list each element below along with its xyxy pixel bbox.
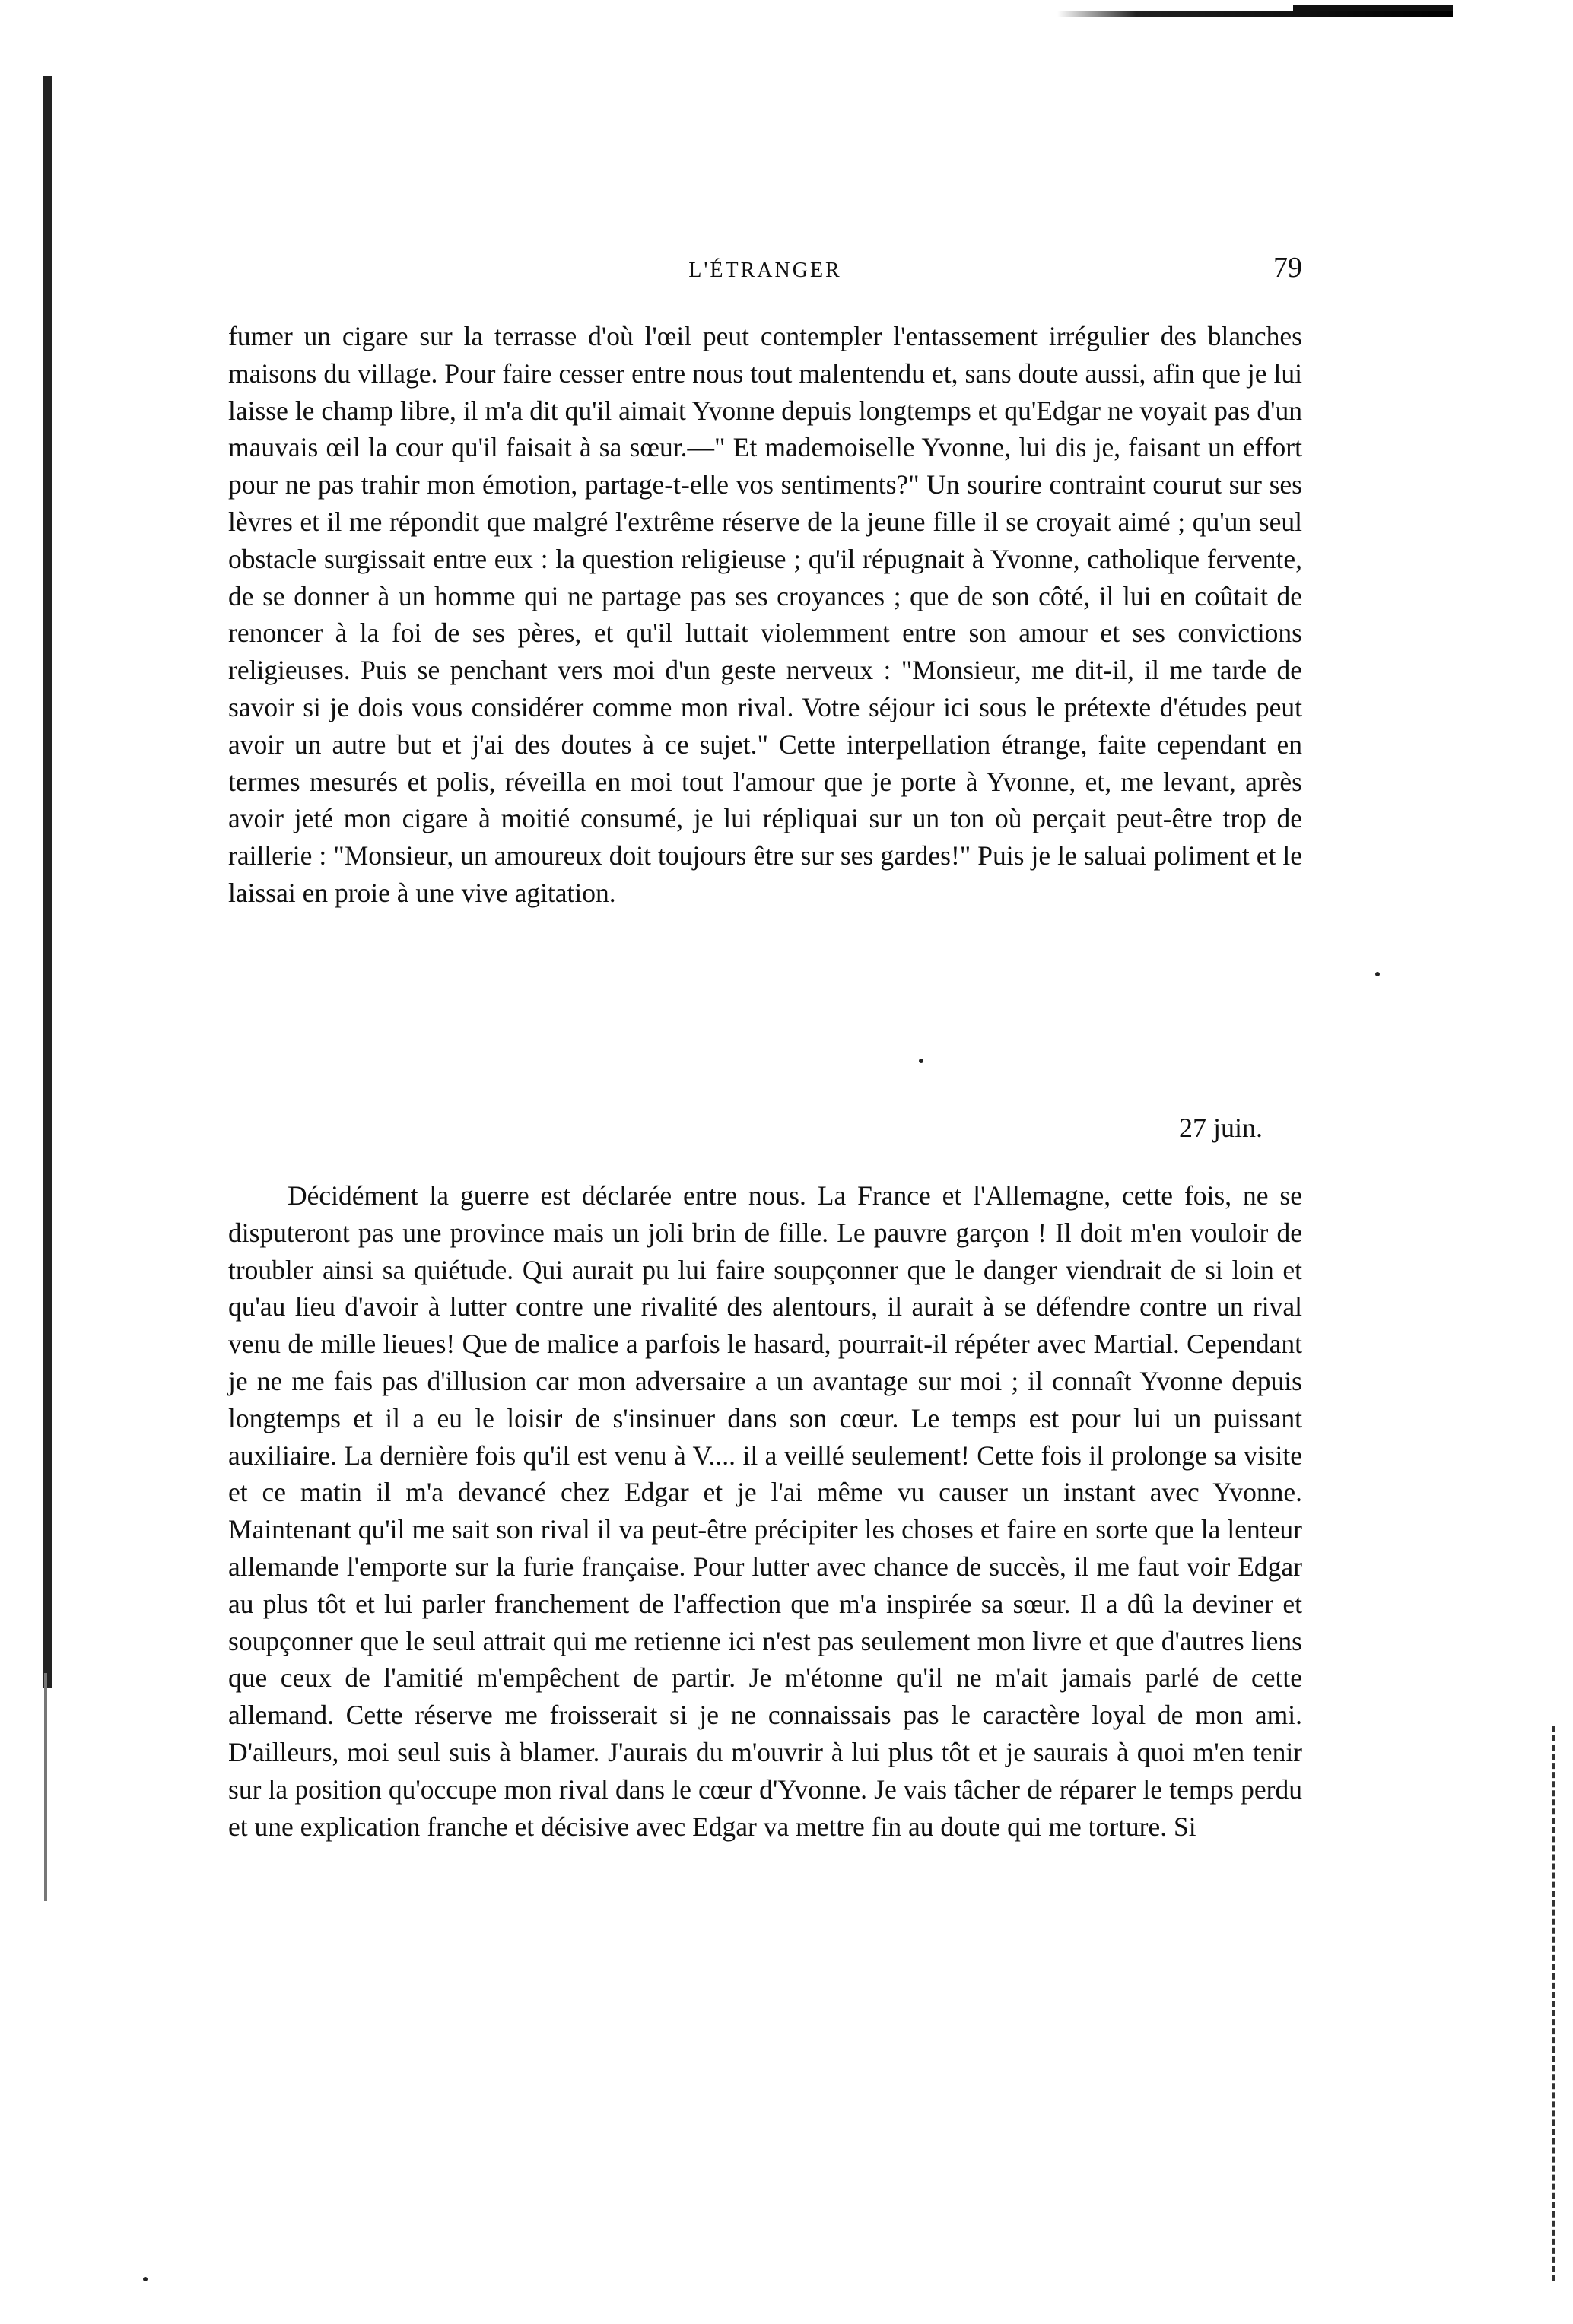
scan-edge-mark [1293, 5, 1453, 11]
scan-binding-shadow [43, 76, 52, 1688]
scan-edge-mark [1552, 1726, 1558, 2281]
entry-date: 27 juin. [1178, 1113, 1263, 1143]
scan-edge-mark [1057, 11, 1453, 17]
scan-speck [143, 2277, 148, 2281]
scan-binding-shadow [44, 1673, 47, 1901]
page-number: 79 [1273, 252, 1302, 284]
scan-speck [1375, 972, 1380, 976]
page-header [228, 251, 1302, 297]
entry-june-27 [228, 1177, 1302, 1845]
running-title: L'ÉTRANGER [688, 259, 842, 282]
paragraph: Décidément la guerre est déclarée entre nous. La France et l'Allemagne, cette fois, ne se disputeront pas une province mais un joli brin de fille. Le pauvre garçon ! Il doit m'en vouloir de troubler ainsi sa quiétude. Qui aurait pu lui faire soupçonner que le danger viendrait de si loin et qu'au lieu d'avoir à lutter contre une rivalité des alentours, il aurait à se défendre contre un rival venu de mille lieues! Que de malice a parfois le hasard, pourrait-il répéter avec Martial. Cependant je ne me fais pas d'illusion car mon adversaire a un avantage sur moi ; il connaît Yvonne depuis longtemps et il a eu le loisir de s'insinuer dans son cœur. Le temps est pour lui un puissant auxiliaire. La dernière fois qu'il est venu à V.... il a veillé seulement! Cette fois il prolonge sa visite et ce matin il m'a devancé chez Edgar et je l'ai même vu causer un instant avec Yvonne. Maintenant qu'il me sait son rival il va peut-être précipiter les choses et faire en sorte que la lenteur allemande l'emporte sur la furie française. Pour lutter avec chance de succès, il me faut voir Edgar au plus tôt et lui parler franchement de l'affection que m'a inspirée sa sœur. Il a dû la deviner et soupçonner que le seul attrait qui me retienne ici n'est pas seulement mon livre et que d'autres liens que ceux de l'amitié m'empêchent de partir. Je m'étonne qu'il ne m'ait jamais parlé de cette allemand. Cette réserve me froisserait si je ne connaissais pas le caractère loyal de mon ami. D'ailleurs, moi seul suis à blamer. J'aurais du m'ouvrir à lui plus tôt et je saurais à quoi m'en tenir sur la position qu'occupe mon rival dans le cœur d'Yvonne. Je vais tâcher de réparer le temps perdu et une explication franche et décisive avec Edgar va mettre fin au doute qui me torture. Si [228, 1180, 1302, 1842]
paragraph: fumer un cigare sur la terrasse d'où l'œil peut contempler l'entassement irrégulier des blanches maisons du village. Pour faire cesser entre nous tout malentendu et, sans doute aussi, afin que je lui laisse le champ libre, il m'a dit qu'il aimait Yvonne depuis longtemps et qu'Edgar ne voyait pas d'un mauvais œil la cour qu'il faisait à sa sœur.—" Et mademoiselle Yvonne, lui dis je, faisant un effort pour ne pas trahir mon émotion, partage-t-elle vos sentiments?" Un sourire contraint courut sur ses lèvres et il me répondit que malgré l'extrême réserve de la jeune fille il se croyait aimé ; qu'un seul obstacle surgissait entre eux : la question religieuse ; qu'il répugnait à Yvonne, catholique fervente, de se donner à un homme qui ne partage pas ses croyances ; que de son côté, il lui en coûtait de renoncer à la foi de ses pères, et qu'il luttait violemment entre son amour et ses convictions religieuses. Puis se penchant vers moi d'un geste nerveux : "Monsieur, me dit-il, il me tarde de savoir si je dois vous considérer comme mon rival. Votre séjour ici sous le prétexte d'études peut avoir un autre but et j'ai des doutes à ce sujet." Cette interpellation étrange, faite cependant en termes mesurés et polis, réveilla en moi tout l'amour que je porte à Yvonne, et, me levant, après avoir jeté mon cigare à moitié consumé, je lui répliquai sur un ton où perçait peut-être trop de raillerie : "Monsieur, un amoureux doit toujours être sur ses gardes!" Puis je le saluai poliment et le laissai en proie à une vive agitation. [228, 321, 1302, 908]
entry-continued [228, 318, 1302, 912]
scan-speck [919, 1059, 923, 1063]
